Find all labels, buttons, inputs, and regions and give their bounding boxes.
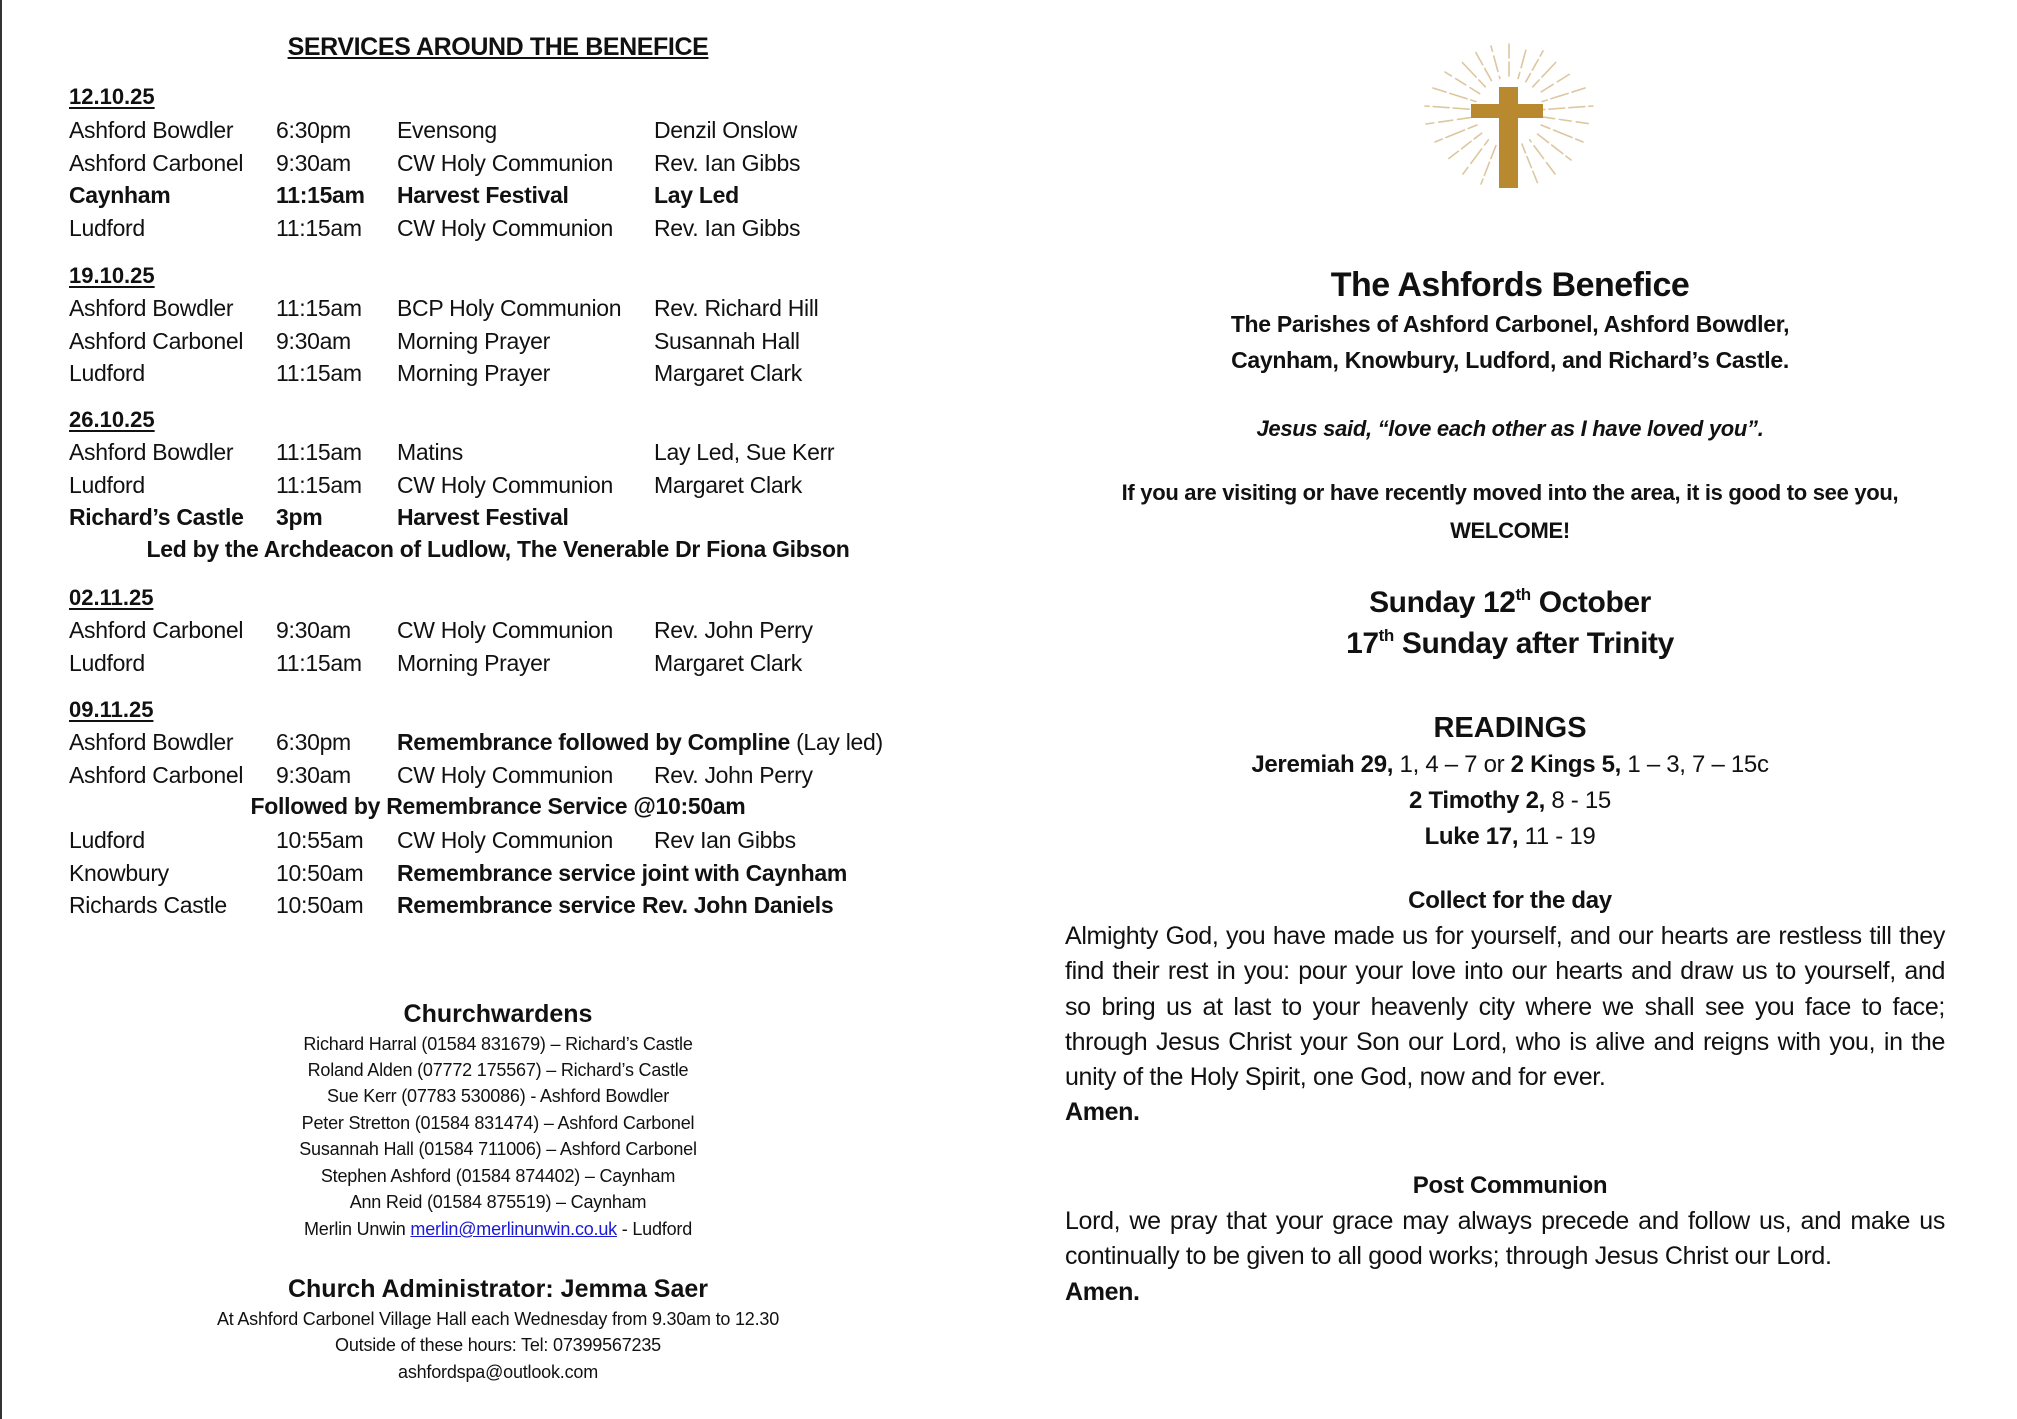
service-officiant: Rev. John Perry — [654, 617, 813, 643]
table-row — [0, 360, 1000, 390]
service-type: CW Holy Communion — [397, 762, 614, 788]
table-row — [0, 150, 1000, 180]
reading-verses: 1, 4 – 7 or — [1393, 751, 1511, 778]
table-row — [0, 215, 1000, 245]
service-type-combined — [397, 729, 883, 756]
service-location: Ludford — [69, 650, 145, 676]
sunday-date-text: Sunday 12 — [1369, 586, 1516, 619]
service-time: 9:30am — [276, 617, 351, 643]
sunday-month: October — [1530, 586, 1651, 619]
post-communion-title: Post Communion — [1412, 1172, 1608, 1199]
service-location: Ashford Carbonel — [69, 328, 244, 354]
churchwarden-entry: Ann Reid (01584 875519) – Caynham — [349, 1192, 647, 1212]
service-type: BCP Holy Communion — [397, 295, 622, 321]
service-date: 09.11.25 — [69, 697, 154, 722]
service-officiant: Rev. John Daniels — [642, 892, 834, 918]
service-location: Richards Castle — [69, 892, 227, 918]
reading-line — [1251, 751, 1768, 779]
service-officiant: Denzil Onslow — [654, 117, 798, 143]
service-location: Ashford Bowdler — [69, 729, 234, 755]
service-time: 11:15am — [276, 182, 365, 208]
collect-body: Almighty God, you have made us for yourself, and our hearts are restless till they find their rest in you: pour your love into our hearts and draw us to yourself, and so bring us at last to your heavenly city where we shall see you face to face; through Jesus Christ your Son our Lord, who is alive and reigns with you, in the unity of the Holy Spirit, one God, now and for ever. — [1065, 922, 1945, 1092]
ordinal-suffix: th — [1378, 626, 1394, 645]
administrator-title: Church Administrator: Jemma Saer — [287, 1275, 709, 1303]
service-time: 11:15am — [276, 472, 362, 498]
table-row — [0, 827, 1000, 857]
service-date: 19.10.25 — [69, 263, 155, 288]
service-time: 11:15am — [276, 360, 362, 386]
post-communion-text — [1065, 1204, 1945, 1310]
post-communion-body: Lord, we pray that your grace may always precede and follow us, and make us continually to be given to all good works; through Jesus Christ our Lord. — [1065, 1207, 1945, 1271]
churchwarden-entry: Stephen Ashford (01584 874402) – Caynham — [320, 1166, 676, 1186]
benefice-title: The Ashfords Benefice — [1330, 266, 1690, 304]
service-location: Ashford Bowdler — [69, 295, 234, 321]
collect-title: Collect for the day — [1408, 887, 1612, 914]
service-type: Harvest Festival — [397, 182, 569, 208]
service-type: CW Holy Communion — [397, 617, 614, 643]
service-location: Ludford — [69, 827, 145, 853]
service-time: 9:30am — [276, 150, 351, 176]
table-row — [0, 617, 1000, 647]
liturgical-name: Sunday after Trinity — [1393, 627, 1674, 660]
service-type: Remembrance followed by Compline — [397, 729, 790, 755]
service-date: 26.10.25 — [69, 407, 155, 432]
service-type: Morning Prayer — [397, 360, 551, 386]
service-location: Knowbury — [69, 860, 169, 886]
table-row — [0, 892, 1000, 922]
service-type: Remembrance service joint with Caynham — [397, 860, 848, 886]
parishes-line: Caynham, Knowbury, Ludford, and Richard’s Castle. — [1231, 347, 1789, 373]
service-note: Led by the Archdeacon of Ludlow, The Venerable Dr Fiona Gibson — [146, 536, 850, 562]
reading-reference: 2 Timothy 2, — [1409, 787, 1546, 814]
table-row — [0, 439, 1000, 469]
service-officiant: Margaret Clark — [654, 650, 802, 676]
table-row-highlighted — [0, 182, 1000, 212]
churchwarden-entry: Susannah Hall (01584 711006) – Ashford Carbonel — [299, 1139, 697, 1159]
service-type: Morning Prayer — [397, 328, 551, 354]
service-officiant: Rev. Ian Gibbs — [654, 215, 801, 241]
service-type: CW Holy Communion — [397, 827, 614, 853]
churchwarden-entry — [304, 1219, 692, 1240]
reading-verses: 11 - 19 — [1518, 823, 1596, 850]
service-officiant: Rev Ian Gibbs — [654, 827, 796, 853]
collect-text — [1065, 919, 1945, 1131]
welcome-message: If you are visiting or have recently moved into the area, it is good to see you, — [1121, 480, 1899, 505]
administrator-phone: Outside of these hours: Tel: 07399567235 — [335, 1335, 661, 1355]
service-time: 10:50am — [276, 860, 364, 886]
service-type: Remembrance service — [397, 892, 636, 918]
cross-with-rays-icon — [1423, 42, 1595, 192]
service-type: Matins — [397, 439, 463, 465]
liturgical-number: 17 — [1346, 627, 1379, 660]
churchwarden-entry: Richard Harral (01584 831679) – Richard’s Castle — [303, 1034, 693, 1054]
service-time: 11:15am — [276, 295, 362, 321]
welcome-heading: WELCOME! — [1450, 518, 1570, 543]
reading-reference: Jeremiah 29, — [1251, 751, 1394, 778]
amen: Amen. — [1065, 1098, 1140, 1127]
churchwarden-parish: - Ludford — [616, 1219, 693, 1239]
sunday-date — [1369, 585, 1651, 620]
service-time: 10:55am — [276, 827, 364, 853]
reading-verses: 1 – 3, 7 – 15c — [1621, 751, 1769, 778]
table-row — [0, 762, 1000, 792]
service-time: 10:50am — [276, 892, 364, 918]
administrator-hours: At Ashford Carbonel Village Hall each Wednesday from 9.30am to 12.30 — [216, 1309, 780, 1329]
reading-reference: 2 Kings 5, — [1510, 751, 1622, 778]
service-type: Evensong — [397, 117, 497, 143]
service-officiant: Lay Led, Sue Kerr — [654, 439, 835, 465]
service-location: Richard’s Castle — [69, 504, 244, 530]
service-type: Harvest Festival — [397, 504, 569, 530]
reading-reference: Luke 17, — [1424, 823, 1519, 850]
page-left-border — [0, 0, 2, 1419]
service-note: Followed by Remembrance Service @10:50am — [250, 793, 746, 819]
service-type: Morning Prayer — [397, 650, 551, 676]
service-officiant: Rev. Richard Hill — [654, 295, 819, 321]
table-row — [0, 860, 1000, 890]
table-row-highlighted — [0, 504, 1000, 534]
table-row — [0, 650, 1000, 680]
service-time: 9:30am — [276, 762, 351, 788]
service-officiant: Margaret Clark — [654, 360, 802, 386]
service-location: Ashford Bowdler — [69, 439, 234, 465]
churchwarden-name: Merlin Unwin — [303, 1219, 411, 1239]
service-type: CW Holy Communion — [397, 150, 614, 176]
parishes-line: The Parishes of Ashford Carbonel, Ashford Bowdler, — [1230, 311, 1790, 337]
reading-line — [1409, 787, 1611, 815]
service-location: Ashford Carbonel — [69, 617, 244, 643]
service-location: Ludford — [69, 360, 145, 386]
service-suffix: (Lay led) — [789, 729, 883, 755]
service-date: 02.11.25 — [69, 585, 154, 610]
service-location: Ludford — [69, 215, 145, 241]
scripture-quote: Jesus said, “love each other as I have loved you”. — [1256, 416, 1764, 441]
administrator-email: ashfordspa@outlook.com — [398, 1362, 598, 1382]
table-row — [0, 295, 1000, 325]
readings-title: READINGS — [1433, 712, 1587, 744]
table-row — [0, 729, 1000, 759]
service-location: Ashford Bowdler — [69, 117, 234, 143]
service-time: 9:30am — [276, 328, 351, 354]
table-row — [0, 328, 1000, 358]
service-type: CW Holy Communion — [397, 472, 614, 498]
churchwardens-title: Churchwardens — [403, 1000, 593, 1028]
service-location: Caynham — [69, 182, 171, 208]
service-officiant: Rev. Ian Gibbs — [654, 150, 801, 176]
email-link[interactable]: merlin@merlinunwin.co.uk — [410, 1219, 617, 1239]
churchwarden-entry: Sue Kerr (07783 530086) - Ashford Bowdler — [326, 1086, 670, 1106]
service-location: Ashford Carbonel — [69, 150, 244, 176]
reading-verses: 8 - 15 — [1545, 787, 1611, 814]
service-time: 11:15am — [276, 439, 362, 465]
churchwarden-entry: Peter Stretton (01584 831474) – Ashford Carbonel — [301, 1113, 695, 1133]
table-row — [0, 472, 1000, 502]
service-date: 12.10.25 — [69, 84, 155, 109]
table-row — [0, 117, 1000, 147]
service-time: 11:15am — [276, 650, 362, 676]
service-type: CW Holy Communion — [397, 215, 614, 241]
ordinal-suffix: th — [1515, 585, 1531, 604]
service-time: 3pm — [276, 504, 323, 530]
service-time: 6:30pm — [276, 729, 351, 755]
service-officiant: Susannah Hall — [654, 328, 800, 354]
service-officiant: Lay Led — [654, 182, 739, 208]
service-officiant: Rev. John Perry — [654, 762, 813, 788]
liturgical-sunday — [1346, 626, 1674, 661]
churchwarden-entry: Roland Alden (07772 175567) – Richard’s Castle — [307, 1060, 689, 1080]
services-title: SERVICES AROUND THE BENEFICE — [287, 33, 709, 61]
reading-line — [1425, 823, 1596, 851]
service-time: 6:30pm — [276, 117, 351, 143]
service-time: 11:15am — [276, 215, 362, 241]
service-location: Ashford Carbonel — [69, 762, 244, 788]
service-officiant: Margaret Clark — [654, 472, 802, 498]
amen: Amen. — [1065, 1277, 1140, 1306]
service-location: Ludford — [69, 472, 145, 498]
